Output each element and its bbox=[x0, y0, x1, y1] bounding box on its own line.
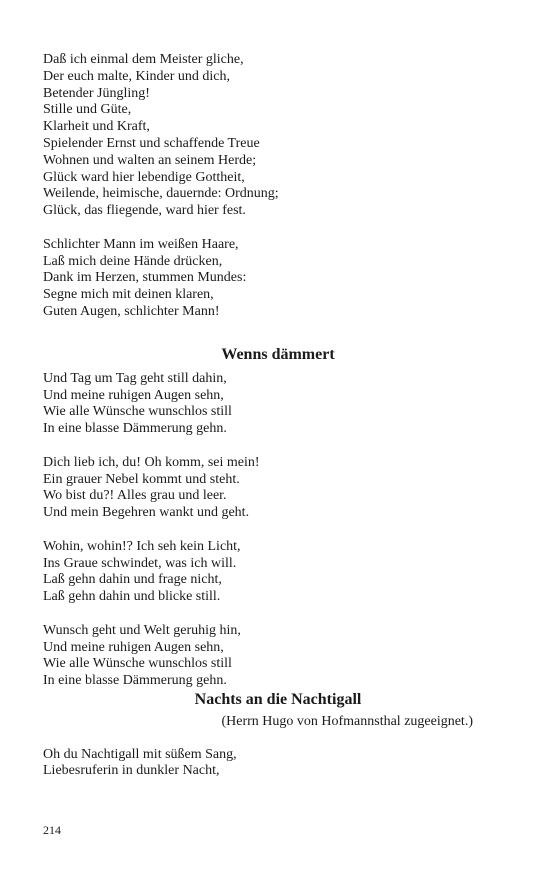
poem-line: Wie alle Wünsche wunschlos still bbox=[43, 656, 232, 672]
poem-wenns-daemmert bbox=[43, 371, 513, 690]
book-page bbox=[43, 52, 513, 780]
stanza bbox=[43, 237, 513, 321]
poem-line: In eine blasse Dämmerung gehn. bbox=[43, 673, 227, 689]
poem-line: Segne mich mit deinen klaren, bbox=[43, 287, 214, 303]
poem-line: Und meine ruhigen Augen sehn, bbox=[43, 387, 224, 403]
poem-title-wenns-daemmert: Wenns dämmert bbox=[221, 345, 335, 363]
poem-line: Glück, das fliegende, ward hier fest. bbox=[43, 203, 246, 219]
poem-line: Guten Augen, schlichter Mann! bbox=[43, 303, 220, 319]
stanza bbox=[43, 52, 513, 220]
poem-line: Wunsch geht und Welt geruhig hin, bbox=[43, 622, 241, 638]
poem-title-nachts-an-die-nachtigall: Nachts an die Nachtigall bbox=[194, 690, 362, 708]
stanza bbox=[43, 623, 513, 690]
page-number: 214 bbox=[43, 823, 61, 837]
poem-line: Dich lieb ich, du! Oh komm, sei mein! bbox=[43, 454, 260, 470]
poem-line: Laß gehn dahin und blicke still. bbox=[43, 589, 221, 605]
poem-line: Betender Jüngling! bbox=[43, 85, 150, 101]
poem-line: Laß gehn dahin und frage nicht, bbox=[43, 572, 222, 588]
poem-line: Dank im Herzen, stummen Mundes: bbox=[43, 270, 247, 286]
poem-line: Und Tag um Tag geht still dahin, bbox=[43, 370, 227, 386]
poem-nachts-an-die-nachtigall bbox=[43, 747, 513, 781]
stanza bbox=[43, 371, 513, 438]
poem-line: Weilende, heimische, dauernde: Ordnung; bbox=[43, 186, 279, 202]
poem-line: Spielender Ernst und schaffende Treue bbox=[43, 135, 260, 151]
poem-continued bbox=[43, 52, 513, 321]
poem-line: Stille und Güte, bbox=[43, 102, 132, 118]
poem-line: Ins Graue schwindet, was ich will. bbox=[43, 555, 237, 571]
poem-line: Schlichter Mann im weißen Haare, bbox=[43, 236, 239, 252]
poem-line: Der euch malte, Kinder und dich, bbox=[43, 68, 230, 84]
poem-line: Laß mich deine Hände drücken, bbox=[43, 253, 223, 269]
poem-line: Glück ward hier lebendige Gottheit, bbox=[43, 169, 245, 185]
poem-line: Und meine ruhigen Augen sehn, bbox=[43, 639, 224, 655]
poem-line: Wo bist du?! Alles grau und leer. bbox=[43, 488, 227, 504]
poem-line: Und mein Begehren wankt und geht. bbox=[43, 505, 250, 521]
stanza bbox=[43, 747, 513, 781]
poem-dedication: (Herrn Hugo von Hofmannsthal zugeeignet.) bbox=[221, 713, 473, 729]
stanza bbox=[43, 539, 513, 606]
poem-line: Oh du Nachtigall mit süßem Sang, bbox=[43, 746, 237, 762]
poem-line: Daß ich einmal dem Meister gliche, bbox=[43, 52, 244, 67]
poem-line: Wie alle Wünsche wunschlos still bbox=[43, 404, 232, 420]
poem-line: Wohin, wohin!? Ich seh kein Licht, bbox=[43, 538, 241, 554]
poem-line: Klarheit und Kraft, bbox=[43, 119, 150, 135]
poem-line: Wohnen und walten an seinem Herde; bbox=[43, 152, 257, 168]
stanza bbox=[43, 455, 513, 522]
poem-line: Liebesruferin in dunkler Nacht, bbox=[43, 763, 220, 779]
poem-line: In eine blasse Dämmerung gehn. bbox=[43, 421, 227, 437]
poem-line: Ein grauer Nebel kommt und steht. bbox=[43, 471, 240, 487]
